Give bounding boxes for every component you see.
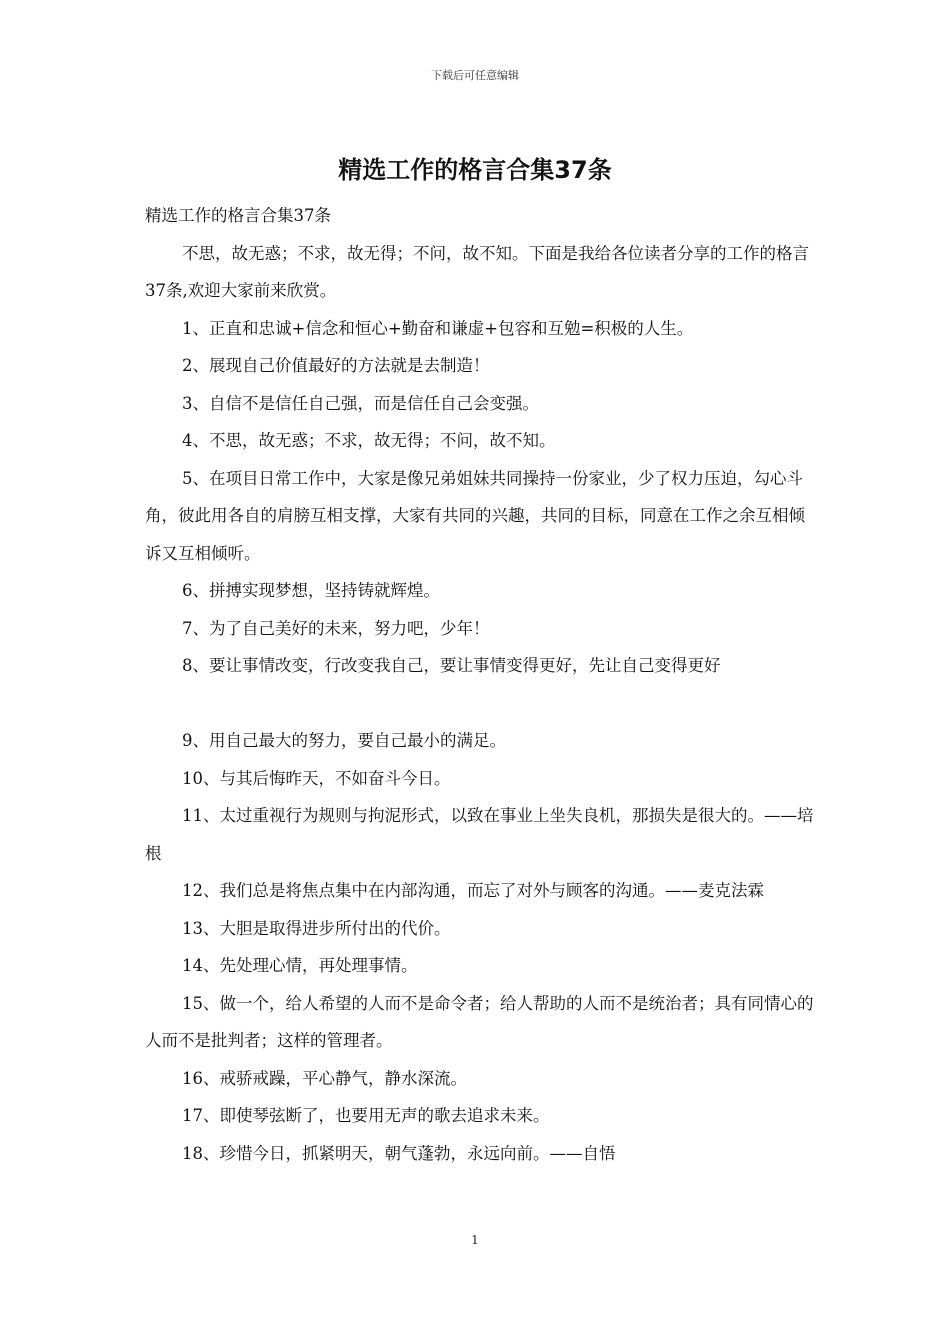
blank-line (145, 685, 817, 723)
quote-15: 15、做一个，给人希望的人而不是命令者；给人帮助的人而不是统治者；具有同情心的人而不是批判者；这样的管理者。 (145, 993, 814, 1050)
subtitle-line: 精选工作的格言合集37条 (145, 206, 331, 225)
quote-14: 14、先处理心情，再处理事情。 (182, 956, 418, 975)
quote-11: 11、太过重视行为规则与拘泥形式，以致在事业上坐失良机，那损失是很大的。——培根 (145, 806, 814, 863)
quote-5: 5、在项目日常工作中，大家是像兄弟姐妹共同操持一份家业，少了权力压迫，勾心斗角，彼此用各自的肩膀互相支撑，大家有共同的兴趣，共同的目标，同意在工作之余互相倾诉又互相倾听。 (145, 468, 805, 563)
quote-13: 13、大胆是取得进步所付出的代价。 (182, 918, 451, 938)
quote-3: 3、自信不是信任自己强，而是信任自己会变强。 (182, 393, 539, 413)
quote-2: 2、展现自己价值最好的方法就是去制造！ (182, 356, 490, 375)
intro-paragraph: 不思，故无惑；不求，故无得；不问，故不知。下面是我给各位读者分享的工作的格言37条,欢迎大家前来欣赏。 (145, 243, 809, 300)
quote-16: 16、戒骄戒躁，平心静气，静水深流。 (182, 1068, 467, 1088)
quote-4: 4、不思，故无惑；不求，故无得；不问，故不知。 (182, 431, 556, 450)
quote-1: 1、正直和忠诚+信念和恒心+勤奋和谦虚+包容和互勉=积极的人生。 (182, 318, 694, 338)
quote-12: 12、我们总是将焦点集中在内部沟通，而忘了对外与顾客的沟通。——麦克法霖 (182, 881, 764, 900)
document-body (145, 197, 817, 1172)
quote-10: 10、与其后悔昨天，不如奋斗今日。 (182, 768, 451, 788)
quote-18: 18、珍惜今日，抓紧明天，朝气蓬勃，永远向前。——自悟 (182, 1143, 616, 1163)
quote-6: 6、拼搏实现梦想，坚持铸就辉煌。 (182, 581, 440, 600)
quote-17: 17、即使琴弦断了，也要用无声的歌去追求未来。 (182, 1106, 550, 1125)
header-note: 下载后可任意编辑 (431, 69, 519, 82)
page-number: 1 (471, 1233, 479, 1247)
quote-9: 9、用自己最大的努力，要自己最小的满足。 (182, 731, 506, 750)
quote-8: 8、要让事情改变，行改变我自己，要让事情变得更好，先让自己变得更好 (182, 656, 721, 675)
quote-7: 7、为了自己美好的未来，努力吧，少年！ (182, 618, 490, 638)
document-title: 精选工作的格言合集37条 (338, 156, 612, 184)
